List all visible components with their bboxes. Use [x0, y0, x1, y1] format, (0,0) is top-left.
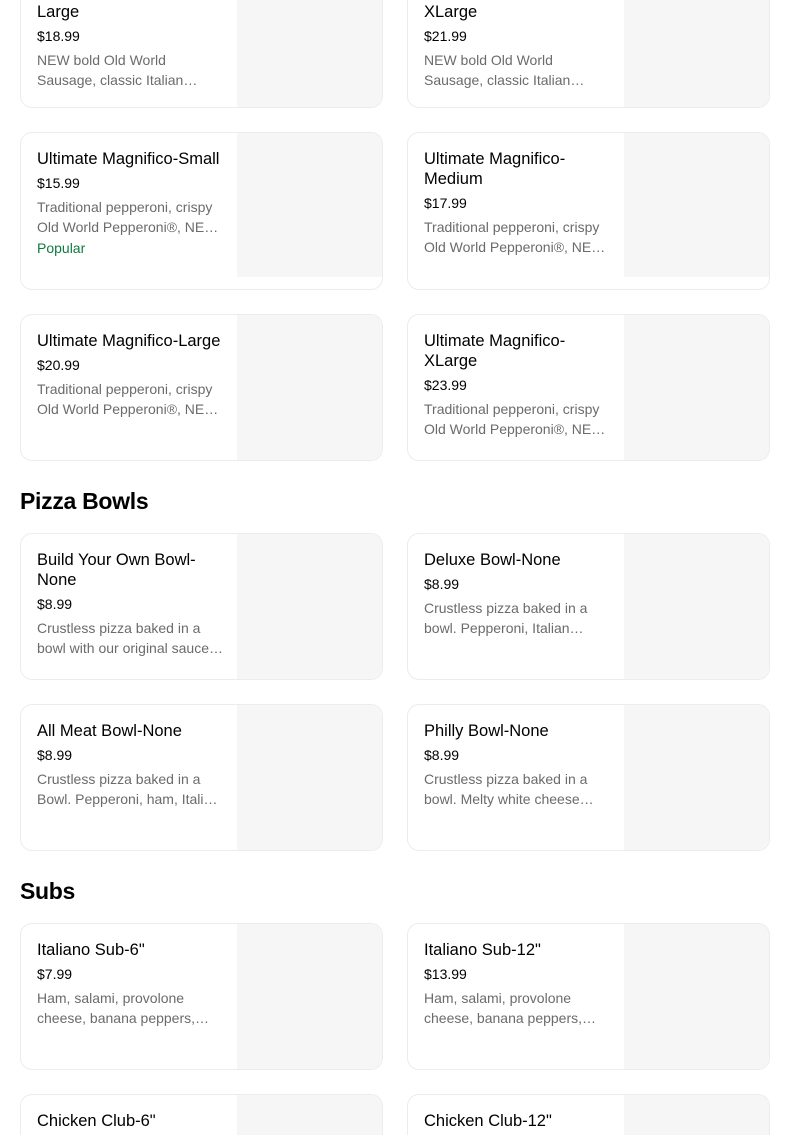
menu-item-image: [237, 705, 382, 850]
menu-item-title: Large: [37, 3, 80, 21]
menu-item-card[interactable]: [407, 704, 770, 851]
menu-item-description: Ham, salami, provolone cheese, banana peppers,: [424, 990, 583, 1026]
menu-item-title: Italiano Sub-12": [424, 941, 541, 959]
menu-item-title: Chicken Club-6": [37, 1112, 156, 1130]
menu-item-price: $20.99: [37, 357, 80, 373]
menu-item-title: Italiano Sub-6": [37, 941, 145, 959]
menu-item-price: $21.99: [424, 28, 467, 44]
menu-item-image: [237, 534, 382, 679]
menu-item-card[interactable]: [407, 923, 770, 1070]
menu-item-image: [624, 0, 769, 107]
menu-item-image: [237, 1095, 382, 1135]
menu-item-image: [237, 315, 382, 460]
menu-item-card[interactable]: [20, 923, 383, 1070]
menu-item-price: $13.99: [424, 966, 467, 982]
menu-item-price: $8.99: [37, 596, 73, 612]
menu-item-price: $8.99: [424, 747, 460, 763]
menu-item-description: NEW bold Old World Sausage, classic Italian: [37, 52, 184, 88]
menu-item-description: Traditional pepperoni, crispy Old World Pepperoni®, NEW: [424, 401, 605, 437]
menu-item-card[interactable]: [407, 132, 770, 290]
section-title-subs: Subs: [20, 878, 76, 904]
menu-item-description: Crustless pizza baked in a bowl. Melty white cheese: [424, 771, 588, 807]
menu-item-card[interactable]: [20, 533, 383, 680]
menu-item-image: [624, 315, 769, 460]
menu-item-description: Traditional pepperoni, crispy Old World Pepperoni®, NEW: [37, 199, 218, 235]
menu-item-price: $7.99: [37, 966, 73, 982]
menu-item-title: Philly Bowl-None: [424, 722, 549, 740]
menu-item-title: Deluxe Bowl-None: [424, 551, 561, 569]
menu-item-description: Traditional pepperoni, crispy Old World Pepperoni®, NEW: [424, 219, 605, 255]
menu-item-card[interactable]: [407, 533, 770, 680]
menu-item-image: [624, 924, 769, 1069]
menu-item-image: [624, 133, 769, 277]
menu-item-price: $17.99: [424, 195, 467, 211]
menu-item-card[interactable]: [20, 1094, 383, 1135]
menu-item-title: XLarge: [424, 3, 478, 21]
menu-item-description: Crustless pizza baked in a bowl. Pepperoni, Italian: [424, 600, 588, 636]
menu-item-price: $15.99: [37, 175, 80, 191]
menu-item-card[interactable]: [407, 1094, 770, 1135]
menu-item-description: NEW bold Old World Sausage, classic Italian: [424, 52, 571, 88]
menu-item-title: Ultimate Magnifico-Large: [37, 332, 221, 350]
menu-item-title: Ultimate Magnifico-XLarge: [424, 332, 566, 370]
menu-item-price: $18.99: [37, 28, 80, 44]
menu-item-image: [237, 133, 382, 277]
menu-item-description: Crustless pizza baked in a bowl with our original sauce: [37, 620, 209, 656]
menu-item-card[interactable]: [20, 704, 383, 851]
section-title-pizza-bowls: Pizza Bowls: [20, 488, 149, 514]
menu-item-description: Traditional pepperoni, crispy Old World Pepperoni®, NEW: [37, 381, 218, 417]
menu-item-title: All Meat Bowl-None: [37, 722, 182, 740]
menu-item-price: $8.99: [424, 576, 460, 592]
menu-item-image: [237, 924, 382, 1069]
menu-item-card[interactable]: [407, 314, 770, 461]
menu-item-title: Chicken Club-12": [424, 1112, 552, 1130]
menu-item-title: Ultimate Magnifico-Medium: [424, 150, 566, 188]
menu-item-card[interactable]: [407, 0, 770, 108]
menu-item-image: [624, 705, 769, 850]
menu-item-image: [237, 0, 382, 107]
popular-badge: Popular: [37, 240, 86, 256]
menu-item-title: Ultimate Magnifico-Small: [37, 150, 220, 168]
menu-item-description: Ham, salami, provolone cheese, banana peppers,: [37, 990, 196, 1026]
menu-item-price: $23.99: [424, 377, 467, 393]
menu-item-image: [624, 1095, 769, 1135]
menu-item-card[interactable]: [20, 314, 383, 461]
menu-item-image: [624, 534, 769, 679]
menu-item-card[interactable]: [20, 0, 383, 108]
menu-item-description: Crustless pizza baked in a Bowl. Pepperoni, ham, Italian: [37, 771, 220, 807]
menu-item-price: $8.99: [37, 747, 73, 763]
menu-item-title: Build Your Own Bowl-None: [37, 551, 196, 589]
menu-item-card[interactable]: [20, 132, 383, 290]
